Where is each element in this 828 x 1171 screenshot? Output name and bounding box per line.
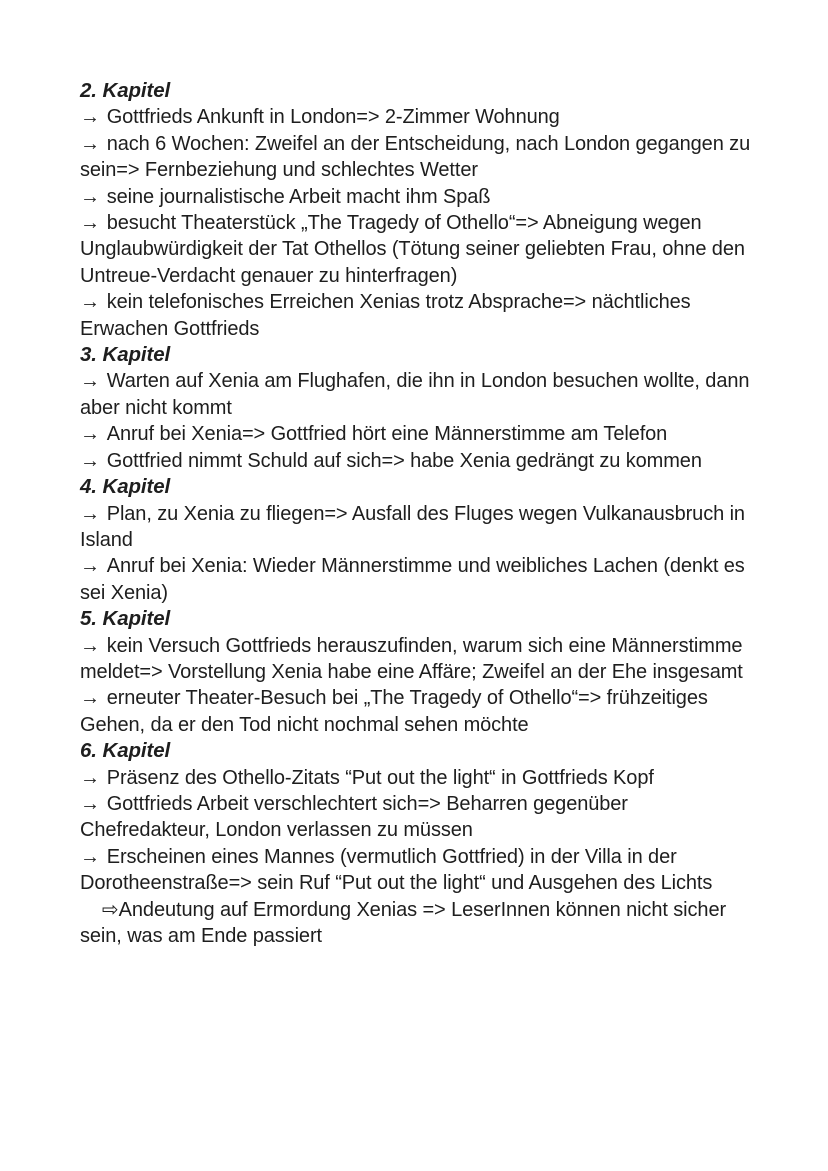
bullet-text: Erscheinen eines Mannes (vermutlich Gottfried) in der Villa in der Dorotheenstraße=> sein Ruf “Put out the light“ und Ausgehen des Lichts [80,845,713,895]
chapter-section [80,78,754,342]
bullet-item [80,104,754,130]
bullet-text: Gottfrieds Arbeit verschlechtert sich=> Beharren gegenüber Chefredakteur, London verlassen zu müssen [80,792,628,842]
bullet-text: Gottfried nimmt Schuld auf sich=> habe Xenia gedrängt zu kommen [106,449,702,472]
arrow-icon: ⇨ [102,898,119,921]
arrow-icon: → [80,634,100,657]
arrow-icon: → [80,502,100,525]
arrow-icon: → [80,132,100,155]
chapter-heading: 2. Kapitel [80,79,171,102]
bullet-item [80,131,754,184]
bullet-item [80,685,754,738]
chapter-heading: 5. Kapitel [80,607,171,631]
bullet-text: besucht Theaterstück „The Tragedy of Othello“=> Abneigung wegen Unglaubwürdigkeit der Tat Othellos (Tötung seiner geliebten Frau, ohne den Untreue-Verdacht genauer zu hinterfragen) [80,212,745,287]
bullet-text: seine journalistische Arbeit macht ihm Spaß [106,185,491,208]
bullet-item [80,844,754,897]
bullet-item [80,289,754,342]
bullet-item [80,184,754,210]
bullet-item [80,210,754,289]
bullet-text: Warten auf Xenia am Flughafen, die ihn in London besuchen wollte, dann aber nicht kommt [80,370,750,419]
chapter-heading: 3. Kapitel [80,343,171,367]
arrow-icon: → [80,423,100,446]
bullet-item [80,765,754,791]
bullet-item [80,633,754,686]
bullet-text: Präsenz des Othello-Zitats “Put out the light“ in Gottfrieds Kopf [106,766,654,789]
bullet-text: Plan, zu Xenia zu fliegen=> Ausfall des Fluges wegen Vulkanausbruch in Island [80,502,745,551]
arrow-icon: → [80,766,100,789]
bullet-text: Anruf bei Xenia=> Gottfried hört eine Männerstimme am Telefon [106,423,668,446]
bullet-item [80,421,754,447]
chapter-heading: 6. Kapitel [80,739,171,763]
bullet-item [80,553,754,606]
bullet-text: Gottfrieds Ankunft in London=> 2-Zimmer Wohnung [106,106,560,129]
bullet-text: kein telefonisches Erreichen Xenias trotz Absprache=> nächtliches Erwachen Gottfrieds [80,291,691,340]
bullet-item [80,791,754,844]
document-content [80,78,754,949]
arrow-icon: → [80,291,100,314]
arrow-icon: → [80,212,100,235]
chapter-heading: 4. Kapitel [80,475,171,499]
bullet-text: Anruf bei Xenia: Wieder Männerstimme und weibliches Lachen (denkt es sei Xenia) [80,555,745,604]
arrow-icon: → [80,792,100,815]
arrow-icon: → [80,106,100,129]
bullet-item [80,368,754,421]
bullet-item [80,448,754,474]
arrow-icon: → [80,185,100,208]
bullet-item [80,897,754,950]
arrow-icon: → [80,687,100,710]
bullet-item [80,501,754,554]
bullet-text: Andeutung auf Ermordung Xenias => LeserInnen können nicht sicher sein, was am Ende passiert [80,898,727,947]
arrow-icon: → [80,370,100,393]
chapter-section [80,606,754,738]
arrow-icon: → [80,449,100,472]
chapter-section [80,474,754,606]
arrow-icon: → [80,555,100,578]
chapter-section [80,342,754,474]
bullet-text: erneuter Theater-Besuch bei „The Tragedy of Othello“=> frühzeitiges Gehen, da er den Tod nicht nochmal sehen möchte [80,687,708,736]
arrow-icon: → [80,845,100,868]
chapter-section [80,738,754,949]
bullet-text: nach 6 Wochen: Zweifel an der Entscheidung, nach London gegangen zu sein=> Fernbeziehung und schlechtes Wetter [80,132,751,182]
bullet-text: kein Versuch Gottfrieds herauszufinden, warum sich eine Männerstimme meldet=> Vorstellung Xenia habe eine Affäre; Zweifel an der Ehe insgesamt [80,634,743,683]
